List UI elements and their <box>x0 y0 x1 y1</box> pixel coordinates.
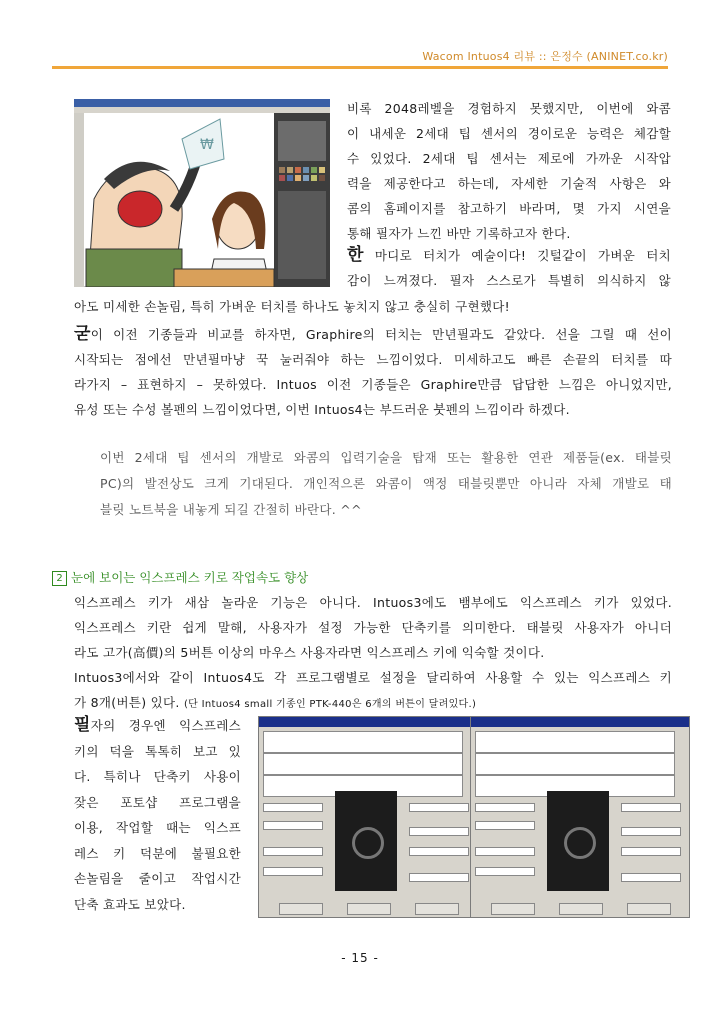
dialog-row <box>475 731 675 753</box>
dialog-row <box>475 753 675 775</box>
text-line <box>74 713 241 739</box>
text-line: 레스 키 덕분에 불필요한 <box>74 845 241 861</box>
dialog-field <box>263 867 323 876</box>
text-line: 력을 제공한다고 하는데, 자세한 기술적 사항은 와 <box>347 176 671 191</box>
dialog-field <box>475 847 535 856</box>
text-line: 익스프레스 키란 쉽게 말해, 사용자가 설정 가능한 단축키를 의미한다. 태블릿 사용자가 아니더 <box>74 620 672 635</box>
text-line <box>347 243 671 268</box>
dialog-field <box>621 873 681 882</box>
text-line: PC)의 발전상도 크게 기대된다. 개인적으론 와콤이 액정 태블릿뿐만 아니라 자체 개발로 태 <box>100 476 672 491</box>
dialog-field <box>475 821 535 830</box>
tablet-illustration <box>547 791 609 891</box>
text-line: 감이 느껴졌다. 필자 스스로가 특별히 의식하지 않 <box>347 273 671 288</box>
text-line: 시작되는 점에선 만년필마냥 꾹 눌러줘야 하는 느낌이었다. 미세하고도 빠른 손끝의 터치를 따 <box>74 352 672 367</box>
page-number: - 15 - <box>341 951 379 965</box>
text-span: 가 8개(버튼) 있다. <box>74 695 184 710</box>
dialog-titlebar <box>471 717 689 727</box>
settings-dialog-screenshot-1 <box>258 716 478 918</box>
paragraph-4 <box>100 445 672 523</box>
text-span: 이 이전 기종들과 비교를 하자면, Graphire의 터치는 만년필과도 같았다. 선을 그릴 때 선이 <box>90 327 672 342</box>
text-line: 비록 2048레벨을 경험하지 못했지만, 이번에 와콤 <box>347 101 671 116</box>
text-line: 이용, 작업할 때는 익스프 <box>74 820 241 835</box>
dialog-field <box>409 873 469 882</box>
drop-cap: 한 <box>347 245 364 265</box>
drop-cap: 필 <box>74 715 91 735</box>
text-line: 익스프레스 키가 새삼 놀라운 기능은 아니다. Intuos3에도 뱀부에도 익스프레스 키가 있었다. <box>74 595 672 610</box>
text-line: 이번 2세대 팁 센서의 개발로 와콤의 입력기술을 탑재 또는 활용한 연관 제품들(ex. 태블릿 <box>100 450 672 465</box>
paragraph-3 <box>74 322 672 422</box>
dialog-field <box>409 827 469 836</box>
dialog-button <box>627 903 671 915</box>
dialog-field <box>409 847 469 856</box>
illustration-cartoon <box>74 99 330 287</box>
dialog-field <box>621 803 681 812</box>
text-line: 라도 고가(高價)의 5버튼 이상의 마우스 사용자라면 익스프레스 키에 익숙할 것이다. <box>74 645 545 660</box>
paragraph-2 <box>347 243 671 293</box>
text-line: 라가지 – 표현하지 – 못하였다. Intuos 이전 기종들은 Graphire만큼 답답한 느낌은 아니었지만, <box>74 377 672 392</box>
drop-cap: 굳 <box>74 324 91 344</box>
text-line: 유성 또는 수성 볼펜의 느낌이었다면, 이번 Intuos4는 부드러운 붓펜의 느낌이라 하겠다. <box>74 402 570 417</box>
section-number: 2 <box>52 571 67 586</box>
text-line: 손놀림을 줄이고 작업시간 <box>74 871 241 886</box>
dialog-button <box>559 903 603 915</box>
dialog-field <box>621 847 681 856</box>
section-heading <box>52 568 308 586</box>
text-line <box>74 322 672 347</box>
note-span: (단 Intuos4 small 기종인 PTK-440은 6개의 버튼이 달려있다.) <box>183 699 477 710</box>
paragraph-2-cont: 아도 미세한 손놀림, 특히 가벼운 터치를 하나도 놓치지 않고 충실히 구현했다! <box>74 299 510 314</box>
dialog-row <box>263 753 463 775</box>
cartoon-svg <box>74 99 330 287</box>
dialog-button <box>347 903 391 915</box>
text-span: 자의 경우엔 익스프레스 <box>90 718 241 733</box>
svg-text:₩: ₩ <box>200 137 214 153</box>
dialog-field <box>409 803 469 812</box>
text-line: Intuos3에서와 같이 Intuos4도 각 프로그램별로 설정을 달리하여 사용할 수 있는 익스프레스 키 <box>74 670 672 685</box>
paragraph-6 <box>74 713 241 917</box>
section-title: 눈에 보이는 익스프레스 키로 작업속도 향상 <box>71 570 309 585</box>
text-span: 마디로 터치가 예술이다! 깃털같이 가벼운 터치 <box>363 248 671 263</box>
header-rule <box>52 66 668 69</box>
text-line: 블릿 노트북을 내놓게 되길 간절히 바란다. ^^ <box>100 502 362 517</box>
dialog-field <box>475 867 535 876</box>
dialog-field <box>263 847 323 856</box>
text-line: 통해 필자가 느낀 바만 기록하고자 한다. <box>347 226 571 241</box>
dialog-button <box>491 903 535 915</box>
dialog-button <box>415 903 459 915</box>
text-line: 키의 덕을 톡톡히 보고 있 <box>74 743 241 759</box>
text-line: 잦은 포토샵 프로그램을 <box>74 794 241 810</box>
dialog-field <box>621 827 681 836</box>
text-line: 콤의 홈페이지를 참고하기 바라며, 몇 가지 시연을 <box>347 201 671 216</box>
text-line: 다. 특히나 단축키 사용이 <box>74 769 241 784</box>
paragraph-1 <box>347 96 671 246</box>
touch-ring <box>352 827 384 859</box>
tablet-illustration <box>335 791 397 891</box>
text-line: 수 있었다. 2세대 팁 센서는 제로에 가까운 시작압 <box>347 151 671 166</box>
settings-dialog-screenshot-2 <box>470 716 690 918</box>
dialog-field <box>263 821 323 830</box>
running-header: Wacom Intuos4 리뷰 :: 은정수 (ANINET.co.kr) <box>422 50 668 63</box>
dialog-field <box>475 803 535 812</box>
touch-ring <box>564 827 596 859</box>
text-line: 이 내세운 2세대 팁 센서의 경이로운 능력은 체감할 <box>347 126 671 141</box>
paragraph-5 <box>74 590 672 717</box>
dialog-titlebar <box>259 717 477 727</box>
text-line: 단축 효과도 보았다. <box>74 896 186 912</box>
dialog-row <box>263 731 463 753</box>
dialog-field <box>263 803 323 812</box>
dialog-button <box>279 903 323 915</box>
